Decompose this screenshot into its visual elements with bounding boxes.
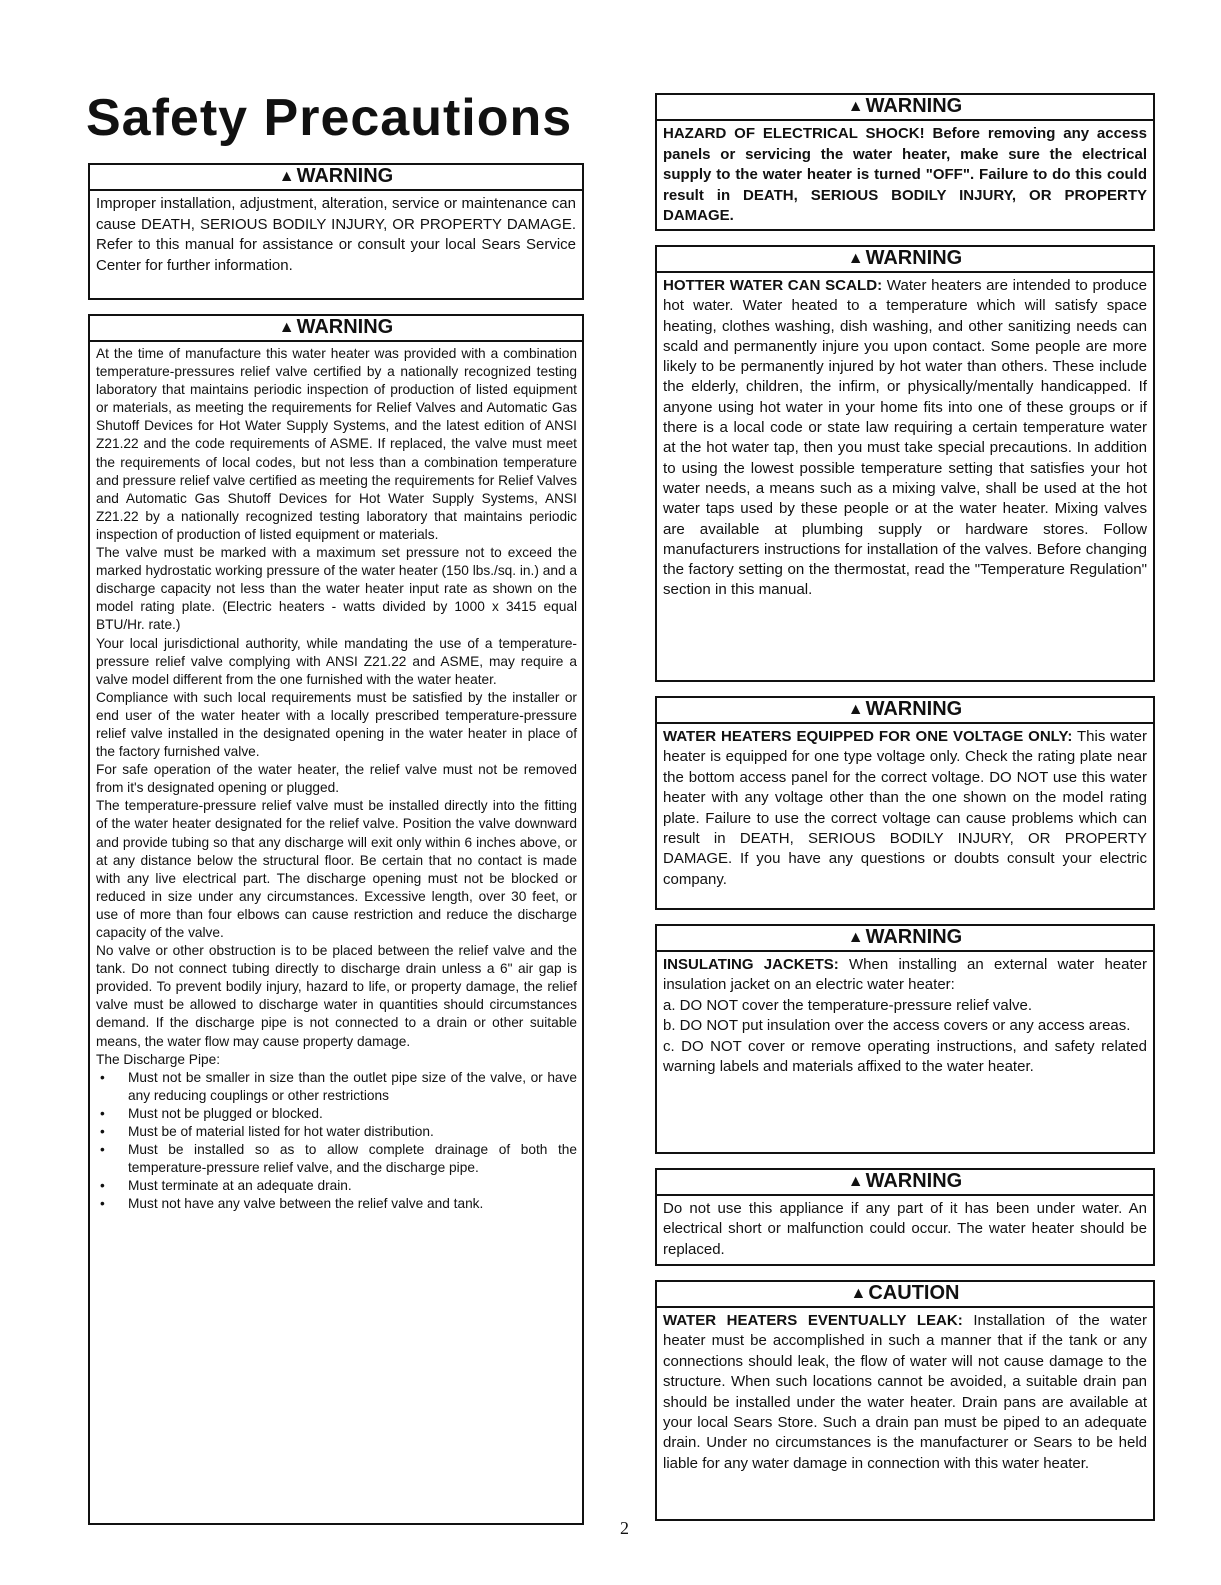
list-item: • Must not be smaller in size than the outlet pipe size of the valve, or have any reducing couplings or other restrictions bbox=[98, 1069, 577, 1105]
warning-box-scald bbox=[655, 245, 1155, 682]
warning-heading: ▲ WARNING bbox=[657, 698, 1153, 724]
list-item: c. DO NOT cover or remove operating instructions, and safety related warning labels and materials affixed to the water heater. bbox=[663, 1037, 1147, 1076]
warning-box-insulating-jackets bbox=[655, 924, 1155, 1154]
discharge-pipe-list bbox=[96, 1069, 577, 1214]
paragraph: Your local jurisdictional authority, while mandating the use of a temperature-pressure relief valve complying with ANSI Z21.22 and ASME, may require a valve model different from the one furnished with the water heater. bbox=[96, 635, 577, 687]
list-item: a. DO NOT cover the temperature-pressure relief valve. bbox=[663, 996, 1033, 1014]
warning-text: Improper installation, adjustment, alteration, service or maintenance can cause DEATH, SERIOUS BODILY INJURY, OR PROPERTY DAMAGE. Refer to this manual for assistance or consult your local Sears Service Center for further information. bbox=[96, 195, 576, 274]
warning-heading: ▲ WARNING bbox=[657, 1170, 1153, 1196]
list-item: • Must not have any valve between the relief valve and tank. bbox=[98, 1195, 577, 1213]
warning-box-electrical-shock bbox=[655, 93, 1155, 231]
warning-heading: ▲ WARNING bbox=[657, 95, 1153, 121]
list-item: • Must terminate at an adequate drain. bbox=[98, 1177, 577, 1195]
warning-triangle-icon: ▲ bbox=[847, 929, 864, 946]
warning-lead: INSULATING JACKETS: bbox=[663, 956, 839, 973]
warning-lead: WATER HEATERS EQUIPPED FOR ONE VOLTAGE ONLY: bbox=[663, 728, 1073, 745]
warning-box-voltage bbox=[655, 696, 1155, 910]
caution-triangle-icon: ▲ bbox=[850, 1285, 867, 1302]
warning-lead: HOTTER WATER CAN SCALD: bbox=[663, 277, 883, 294]
list-item: • Must be of material listed for hot water distribution. bbox=[98, 1123, 577, 1141]
list-item: • Must be installed so as to allow complete drainage of both the temperature-pressure relief valve, and the discharge pipe. bbox=[98, 1141, 577, 1177]
paragraph: The temperature-pressure relief valve must be installed directly into the fitting of the water heater designated for the relief valve. Position the valve downward and provide tubing so that any discharge will exit only within 6 inches above, or at any distance below the structural floor. Be certain that no contact is made with any live electrical part. The discharge opening must not be blocked or reduced in size under any circumstances. Excessive length, over 30 feet, or use of more than four elbows can cause restriction and reduce the discharge capacity of the valve. bbox=[96, 798, 577, 940]
warning-box-improper-installation bbox=[88, 163, 584, 300]
paragraph: The valve must be marked with a maximum set pressure not to exceed the marked hydrostatic working pressure of the water heater (150 lbs./sq. in.) and a discharge capacity not less than the water heater input rate as shown on the model rating plate. (Electric heaters - watts divided by 1000 x 3415 equal BTU/Hr. rate.) bbox=[96, 545, 577, 633]
page-title: Safety Precautions bbox=[86, 89, 573, 147]
warning-triangle-icon: ▲ bbox=[847, 250, 864, 267]
list-item: • Must not be plugged or blocked. bbox=[98, 1105, 577, 1123]
warning-triangle-icon: ▲ bbox=[847, 701, 864, 718]
caution-heading: ▲ CAUTION bbox=[657, 1282, 1153, 1308]
right-column bbox=[655, 93, 1155, 1535]
warning-triangle-icon: ▲ bbox=[847, 98, 864, 115]
warning-triangle-icon: ▲ bbox=[847, 1173, 864, 1190]
warning-heading: ▲ WARNING bbox=[90, 316, 582, 342]
caution-text: WATER HEATERS EVENTUALLY LEAK: Installation of the water heater must be accomplished in such a manner that if the tank or any connections should leak, the flow of water will not cause damage to the structure. When such locations cannot be avoided, a suitable drain pan should be installed under the water heater. Drain pans are available at your local Sears Store. Such a drain pan must be piped to an adequate drain. Under no circumstances is the manufacturer or Sears to be held liable for any water damage in connection with this water heater. bbox=[663, 1312, 1147, 1472]
caution-lead: WATER HEATERS EVENTUALLY LEAK: bbox=[663, 1312, 963, 1329]
page-number: 2 bbox=[620, 1518, 629, 1538]
discharge-pipe-heading: The Discharge Pipe: bbox=[96, 1051, 221, 1067]
left-column bbox=[88, 163, 584, 1539]
list-item: b. DO NOT put insulation over the access covers or any access areas. bbox=[663, 1017, 1131, 1035]
warning-text: Do not use this appliance if any part of it has been under water. An electrical short or malfunction could occur. The water heater should be replaced. bbox=[663, 1200, 1147, 1258]
warning-heading: ▲ WARNING bbox=[657, 247, 1153, 273]
warning-triangle-icon: ▲ bbox=[278, 319, 295, 336]
warning-text: INSULATING JACKETS: When installing an external water heater insulation jacket on an electric water heater: a. DO NOT cover the temperature-pressure relief valve. b. DO NOT put insulation over the access covers or any access areas. c. DO NOT cover or remove operating instructions, and safety related warning labels and materials affixed to the water heater. bbox=[657, 952, 1153, 1081]
warning-text: WATER HEATERS EQUIPPED FOR ONE VOLTAGE ONLY: This water heater is equipped for one type voltage only. Check the rating plate near the bottom access panel for the correct voltage. DO NOT use this water heater with any voltage other than the one shown on the model rating plate. Failure to use the correct voltage can cause problems which can result in DEATH, SERIOUS BODILY INJURY, OR PROPERTY DAMAGE. If you have any questions or doubts consult your electric company. bbox=[663, 728, 1147, 888]
warning-text: HAZARD OF ELECTRICAL SHOCK! Before removing any access panels or servicing the water heater, make sure the electrical supply to the water heater is turned "OFF". Failure to do this could result in DEATH, SERIOUS BODILY INJURY, OR PROPERTY DAMAGE. bbox=[663, 125, 1147, 224]
relief-valve-text bbox=[90, 342, 582, 1218]
warning-heading: ▲ WARNING bbox=[90, 165, 582, 191]
paragraph: No valve or other obstruction is to be placed between the relief valve and the tank. Do not connect tubing directly to discharge drain unless a 6" air gap is provided. To prevent bodily injury, hazard to life, or property damage, the relief valve must be allowed to discharge water in quantities should circumstances demand. If the discharge pipe is not connected to a drain or other suitable means, the water flow may cause property damage. bbox=[96, 943, 577, 1049]
warning-triangle-icon: ▲ bbox=[278, 168, 295, 185]
warning-box-under-water bbox=[655, 1168, 1155, 1266]
warning-text: HOTTER WATER CAN SCALD: Water heaters are intended to produce hot water. Water heated to a temperature which will satisfy space heating, clothes washing, dish washing, and other sanitizing needs can scald and permanently injure you upon contact. Some people are more likely to be permanently injured by hot water than others. These include the elderly, children, the infirm, or physically/mentally handicapped. If anyone using hot water in your home fits into one of these groups or if there is a local code or state law requiring a certain temperature water at the hot water tap, then you must take special precautions. In addition to using the lowest possible temperature setting that satisfies your hot water needs, a means such as a mixing valve, shall be used at the hot water taps used by these people or at the water heater. Mixing valves are available at plumbing supply or hardware stores. Follow manufacturers instructions for installation of the valves. Before changing the factory setting on the thermostat, read the "Temperature Regulation" section in this manual. bbox=[663, 277, 1147, 599]
paragraph: At the time of manufacture this water heater was provided with a combination temperature-pressures relief valve certified by a nationally recognized testing laboratory that maintains periodic inspection of production of listed equipment or materials, as meeting the requirements for Relief Valves and Automatic Gas Shutoff Devices for Hot Water Supply Systems, and the latest edition of ANSI Z21.22 and the code requirements of ASME. If replaced, the valve must meet the requirements of local codes, but not less than a combination temperature and pressure relief valve certified as meeting the requirements for Relief Valves and Automatic Gas Shutoff Devices for Hot Water Supply Systems, ANSI Z21.22 by a nationally recognized testing laboratory that maintains periodic inspection of production of listed equipment or materials. bbox=[96, 346, 577, 542]
paragraph: For safe operation of the water heater, the relief valve must not be removed from it's designated opening or plugged. bbox=[96, 762, 577, 796]
paragraph: Compliance with such local requirements must be satisfied by the installer or end user of the water heater with a locally prescribed temperature-pressure relief valve installed in the designated opening in the water heater in place of the factory furnished valve. bbox=[96, 689, 577, 760]
caution-box-leak bbox=[655, 1280, 1155, 1521]
warning-heading: ▲ WARNING bbox=[657, 926, 1153, 952]
warning-box-relief-valve bbox=[88, 314, 584, 1525]
